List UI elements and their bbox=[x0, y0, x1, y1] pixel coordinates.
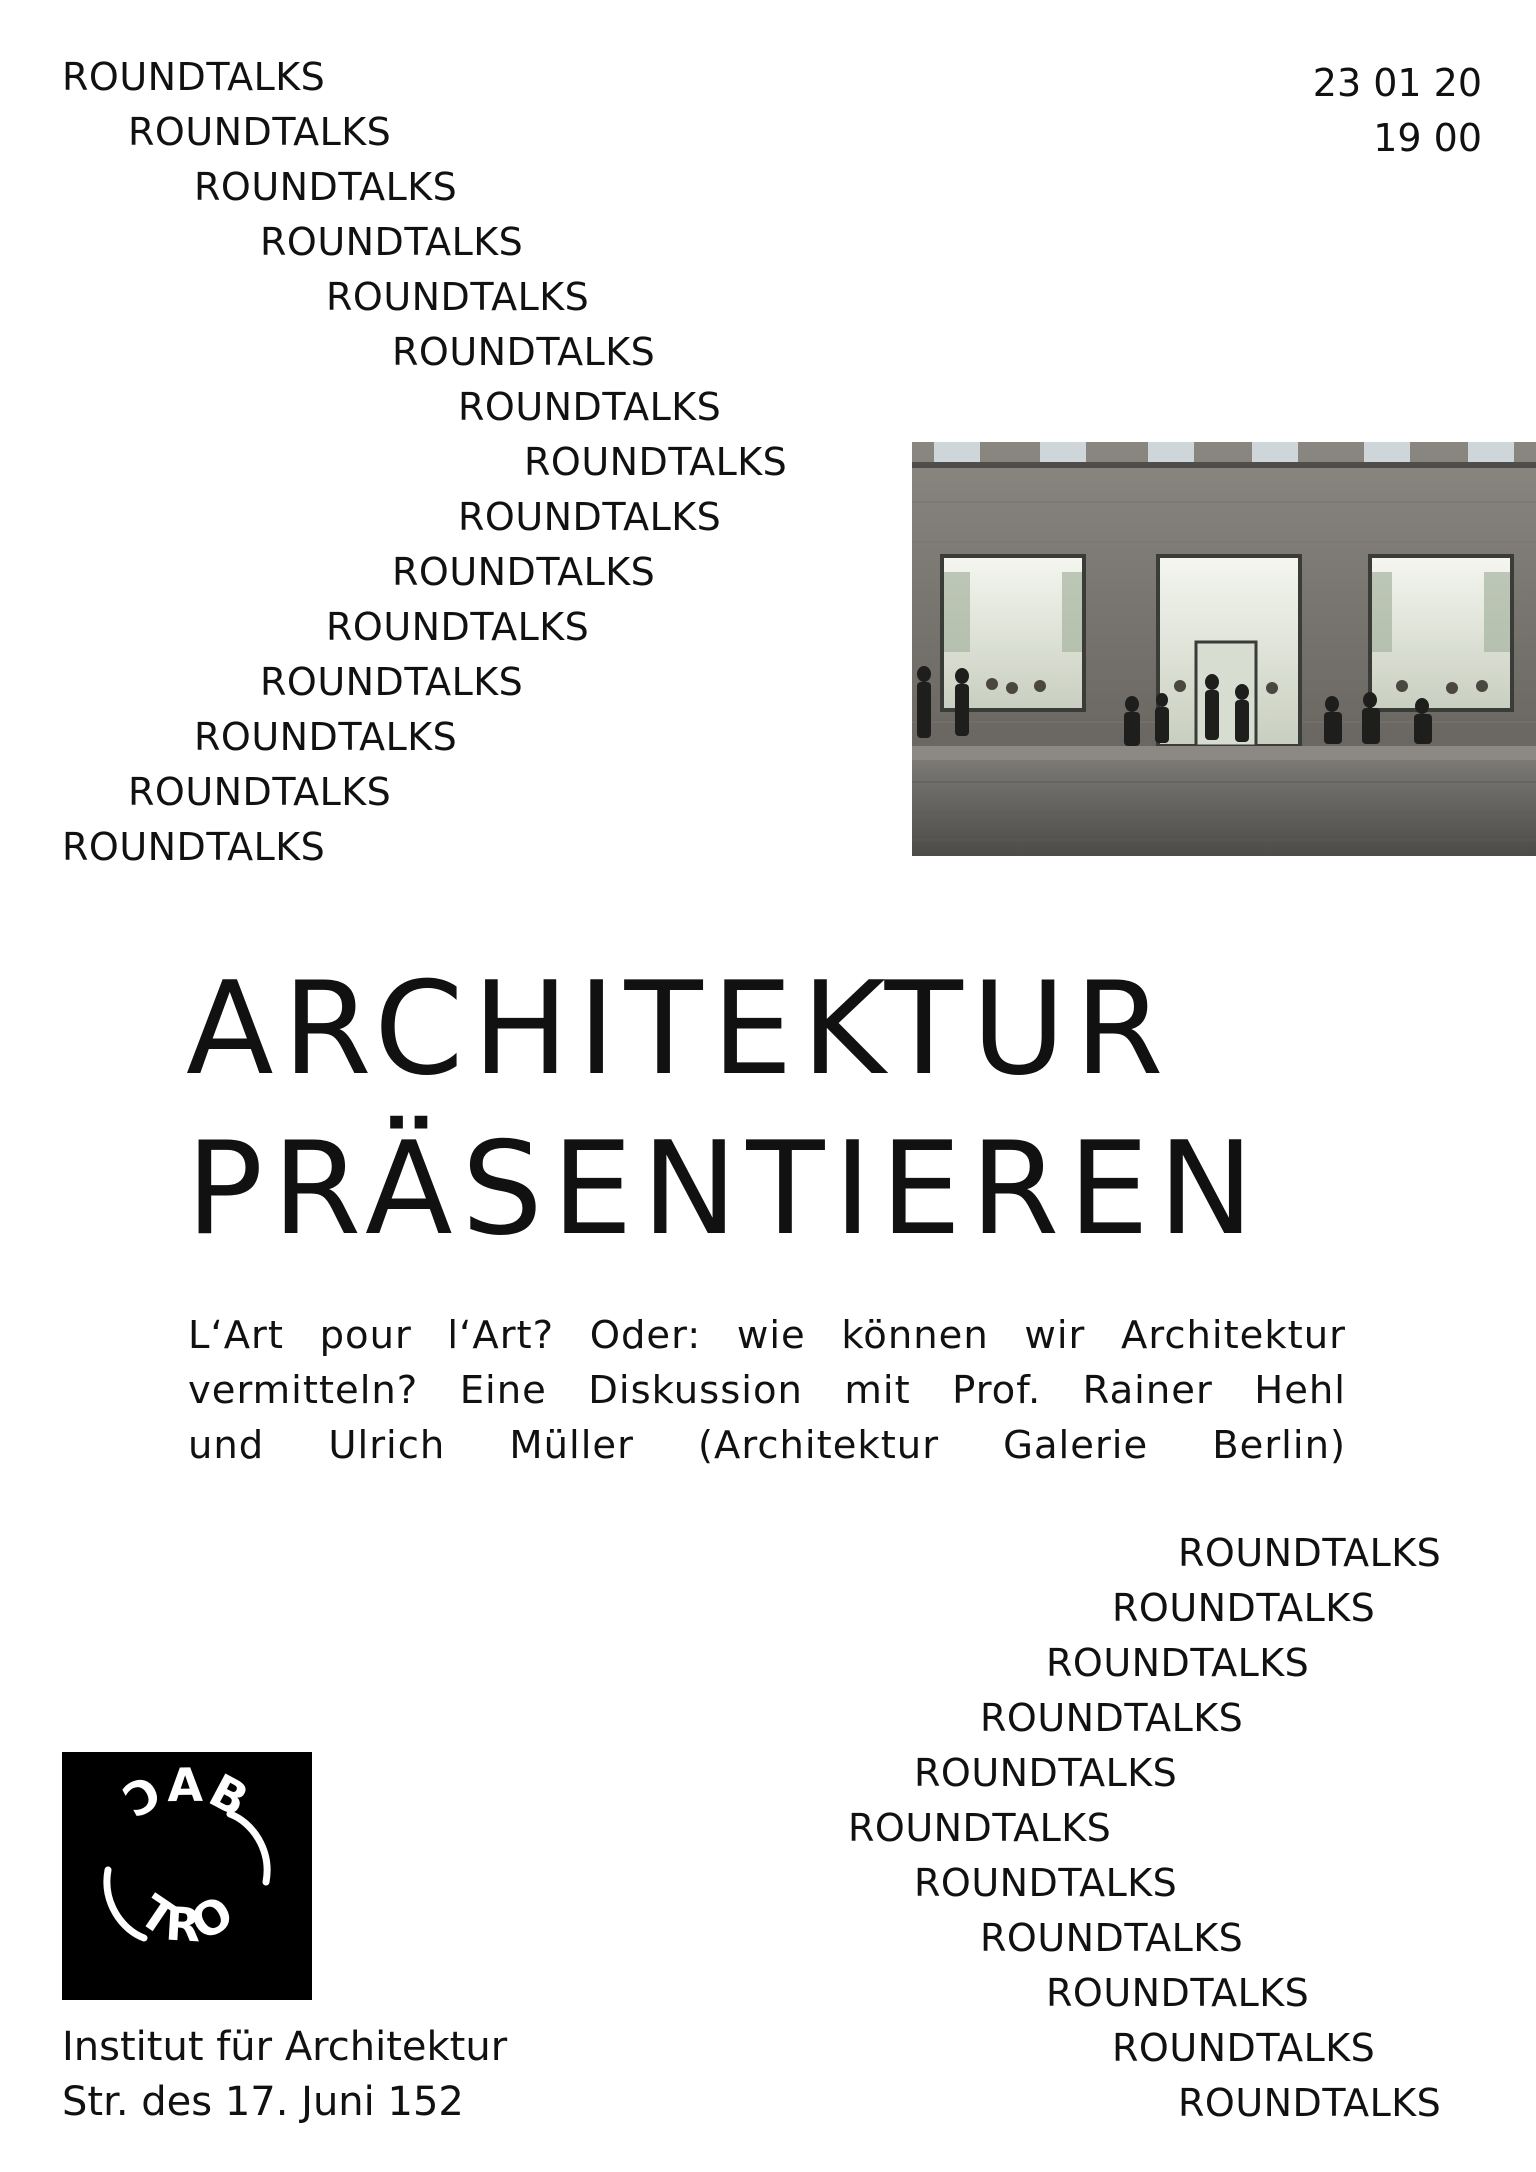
roundtalks-word: ROUNDTALKS bbox=[62, 825, 326, 869]
roundtalks-word: ROUNDTALKS bbox=[848, 1806, 1112, 1850]
headline-line-1: ARCHITEKTUR bbox=[186, 955, 1173, 1104]
roundtalks-word: ROUNDTALKS bbox=[392, 330, 656, 374]
svg-text:ƆAB: ƆAB bbox=[114, 1757, 259, 1829]
roundtalks-word: ROUNDTALKS bbox=[980, 1696, 1244, 1740]
roundtalks-word: ROUNDTALKS bbox=[458, 385, 722, 429]
roundtalks-word: ROUNDTALKS bbox=[1046, 1971, 1310, 2015]
roundtalks-word: ROUNDTALKS bbox=[458, 495, 722, 539]
roundtalks-word: ROUNDTALKS bbox=[524, 440, 788, 484]
event-date-time bbox=[1313, 56, 1482, 166]
roundtalks-word: ROUNDTALKS bbox=[914, 1861, 1178, 1905]
roundtalks-word: ROUNDTALKS bbox=[326, 605, 590, 649]
roundtalks-word: ROUNDTALKS bbox=[980, 1916, 1244, 1960]
address-street: Str. des 17. Juni 152 bbox=[62, 2079, 464, 2125]
roundtalks-word: ROUNDTALKS bbox=[128, 110, 392, 154]
roundtalks-word: ROUNDTALKS bbox=[62, 55, 326, 99]
event-time: 19 00 bbox=[1373, 116, 1482, 160]
roundtalks-word: ROUNDTALKS bbox=[1046, 1641, 1310, 1685]
roundtalks-word: ROUNDTALKS bbox=[1178, 1531, 1442, 1575]
roundtalks-word: ROUNDTALKS bbox=[260, 660, 524, 704]
roundtalks-word: ROUNDTALKS bbox=[326, 275, 590, 319]
address-institute: Institut für Architektur bbox=[62, 2024, 508, 2070]
roundtalks-word: ROUNDTALKS bbox=[1112, 2026, 1376, 2070]
event-date: 23 01 20 bbox=[1312, 61, 1482, 105]
logo-mark bbox=[62, 1752, 312, 2000]
description-line: und Ulrich Müller (Architektur Galerie Berlin) bbox=[188, 1423, 1346, 1468]
roundtalks-word: ROUNDTALKS bbox=[194, 715, 458, 759]
description-line: vermitteln? Eine Diskussion mit Prof. Rainer Hehl bbox=[188, 1368, 1346, 1413]
roundtalks-word: ROUNDTALKS bbox=[914, 1751, 1178, 1795]
description-line: L‘Art pour l‘Art? Oder: wie können wir Architektur bbox=[188, 1313, 1346, 1358]
svg-text:TRO: TRO bbox=[129, 1883, 245, 1953]
roundtalks-word: ROUNDTALKS bbox=[128, 770, 392, 814]
gallery-storefront-illustration bbox=[912, 442, 1536, 856]
event-description bbox=[188, 1308, 1346, 1473]
venue-address bbox=[62, 2020, 507, 2130]
roundtalks-circular-logo-icon bbox=[62, 1752, 312, 2000]
roundtalks-word: ROUNDTALKS bbox=[194, 165, 458, 209]
roundtalks-word: ROUNDTALKS bbox=[1178, 2081, 1442, 2125]
roundtalks-word: ROUNDTALKS bbox=[260, 220, 524, 264]
gallery-storefront-photo bbox=[912, 442, 1536, 856]
roundtalks-word: ROUNDTALKS bbox=[392, 550, 656, 594]
headline-line-2: PRÄSENTIEREN bbox=[186, 1115, 1263, 1264]
roundtalks-word: ROUNDTALKS bbox=[1112, 1586, 1376, 1630]
